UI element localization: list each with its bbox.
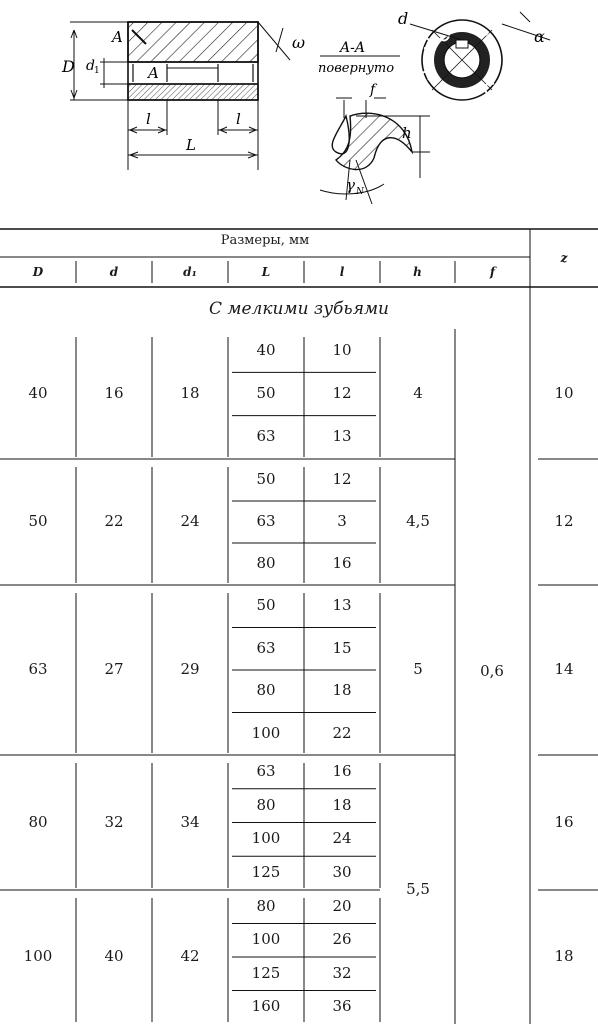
cell-L: 125 xyxy=(251,963,281,982)
label-l-right: l xyxy=(236,110,241,128)
cell-L: 50 xyxy=(256,470,276,488)
label-d1: d xyxy=(86,58,95,74)
cell-D: 50 xyxy=(28,512,48,530)
label-d1-sub: 1 xyxy=(94,66,100,76)
group-header: Размеры, мм xyxy=(220,233,310,248)
cell-d: 16 xyxy=(104,384,124,402)
cell-D: 40 xyxy=(28,384,48,402)
side-view xyxy=(70,22,290,170)
cell-l: 13 xyxy=(332,596,352,615)
cell-l: 15 xyxy=(332,638,352,657)
cell-z: 14 xyxy=(554,660,574,678)
cell-L: 80 xyxy=(256,896,276,915)
cell-h: 5 xyxy=(413,660,423,678)
cell-L: 63 xyxy=(256,761,276,780)
cell-D: 80 xyxy=(28,812,48,831)
cell-L: 125 xyxy=(251,863,281,882)
cell-L: 80 xyxy=(256,681,276,700)
column-header-f: f xyxy=(489,265,496,279)
section-title: С мелкими зубьями xyxy=(208,299,389,319)
cell-l: 18 xyxy=(332,795,352,814)
label-L: L xyxy=(186,136,196,154)
cutter-drawing xyxy=(0,0,598,215)
cell-z: 16 xyxy=(554,812,574,831)
cell-D: 100 xyxy=(23,947,53,965)
cell-l: 36 xyxy=(332,997,352,1016)
label-gamma-sub: N xyxy=(356,187,364,197)
cell-L: 100 xyxy=(251,930,281,949)
cell-d: 32 xyxy=(104,812,124,831)
column-header-h: h xyxy=(413,265,422,279)
cell-l: 30 xyxy=(332,863,352,882)
cell-l: 24 xyxy=(332,829,352,848)
column-header-d: d xyxy=(109,265,119,279)
cell-L: 40 xyxy=(256,340,276,359)
label-omega: ω xyxy=(292,33,306,52)
cell-l: 16 xyxy=(332,761,352,780)
cell-l: 18 xyxy=(332,681,352,700)
tooth-profile xyxy=(320,98,430,204)
cell-l: 16 xyxy=(332,554,352,572)
cell-d: 40 xyxy=(104,947,124,965)
cell-l: 26 xyxy=(332,930,352,949)
cell-d1: 42 xyxy=(180,947,200,965)
cell-L: 63 xyxy=(256,512,276,530)
cell-d1: 18 xyxy=(180,384,200,402)
column-header-z: z xyxy=(560,251,568,265)
cell-l: 12 xyxy=(332,384,352,402)
dimensions-table xyxy=(0,225,598,1024)
label-A-top: A xyxy=(112,28,123,46)
label-D: D xyxy=(62,57,75,76)
cell-l: 3 xyxy=(337,512,347,530)
label-l-left: l xyxy=(146,110,151,128)
label-h: h xyxy=(402,124,412,142)
cell-L: 80 xyxy=(256,554,276,572)
column-header-L: L xyxy=(261,265,271,279)
cell-l: 10 xyxy=(332,340,352,359)
label-alpha: α xyxy=(534,27,545,46)
cell-h: 5,5 xyxy=(406,879,430,898)
cell-h: 4,5 xyxy=(406,512,430,530)
cell-L: 100 xyxy=(251,723,281,742)
label-A-mid: A xyxy=(148,64,159,82)
cell-z: 18 xyxy=(554,947,574,965)
cell-L: 63 xyxy=(256,427,276,446)
section-note: повернуто xyxy=(318,61,395,76)
cell-l: 22 xyxy=(332,723,352,742)
cell-d1: 29 xyxy=(180,660,200,678)
cell-L: 50 xyxy=(256,384,276,402)
cell-d: 22 xyxy=(104,512,124,530)
cell-L: 63 xyxy=(256,638,276,657)
cell-l: 20 xyxy=(332,896,352,915)
label-gamma: γ xyxy=(346,176,355,194)
cell-l: 13 xyxy=(332,427,352,446)
section-label: A-A xyxy=(340,40,365,56)
cell-L: 100 xyxy=(251,829,281,848)
cell-l: 32 xyxy=(332,963,352,982)
cell-L: 160 xyxy=(251,997,281,1016)
column-header-l: l xyxy=(339,265,345,279)
cell-z: 12 xyxy=(554,512,574,530)
cell-l: 12 xyxy=(332,470,352,488)
column-header-d1: d₁ xyxy=(183,265,197,279)
cell-d1: 34 xyxy=(180,812,200,831)
cell-z: 10 xyxy=(554,384,574,402)
cell-D: 63 xyxy=(28,660,48,678)
column-header-D: D xyxy=(32,265,44,279)
end-view xyxy=(410,12,550,100)
cell-d1: 24 xyxy=(180,512,200,530)
cell-h: 4 xyxy=(413,384,423,402)
cell-f: 0,6 xyxy=(480,662,504,680)
cell-d: 27 xyxy=(104,660,124,678)
cell-L: 50 xyxy=(256,596,276,615)
label-f: f xyxy=(370,82,376,98)
cell-L: 80 xyxy=(256,795,276,814)
label-d: d xyxy=(398,9,409,28)
